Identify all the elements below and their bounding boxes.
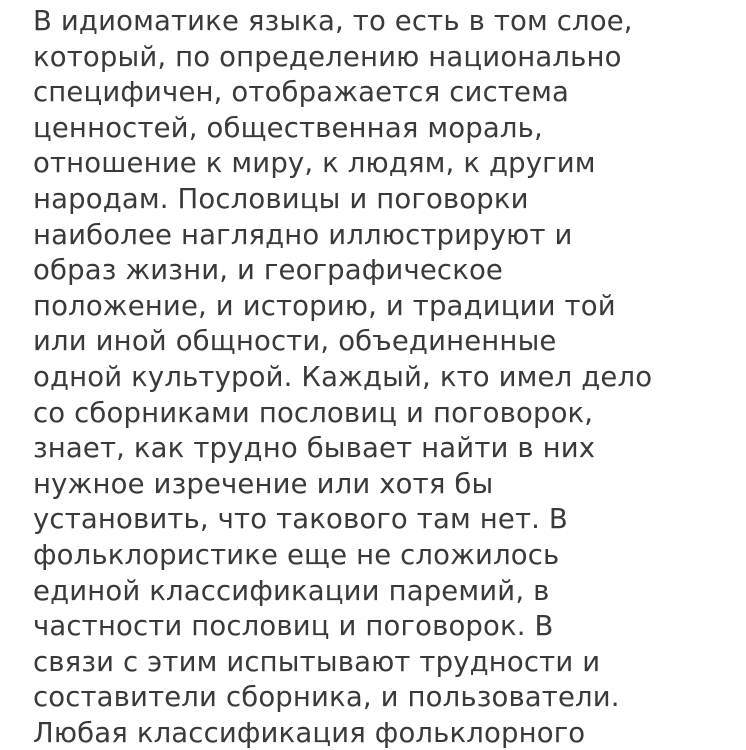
text-line: или иной общности, объединенные — [33, 325, 557, 358]
text-line: единой классификации паремий, в — [33, 574, 550, 607]
text-line: отношение к миру, к людям, к другим — [33, 147, 596, 180]
article-text — [33, 4, 733, 750]
text-line: Любая классификация фольклорного — [33, 716, 586, 749]
text-line: В идиоматике языка, то есть в том слое, — [33, 5, 633, 37]
text-line: который, по определению национально — [33, 40, 622, 73]
text-line: специфичен, отображается система — [33, 76, 569, 109]
text-line: частности пословиц и поговорок. В — [33, 610, 554, 643]
text-line: связи с этим испытывают трудности и — [33, 645, 601, 678]
text-line: со сборниками пословиц и поговорок, — [33, 396, 594, 429]
text-line: установить, что такового там нет. В — [33, 503, 568, 536]
text-line: одной культурой. Каждый, кто имел дело — [33, 360, 653, 393]
text-line: фольклористике еще не сложилось — [33, 538, 560, 571]
text-line: образ жизни, и географическое — [33, 254, 503, 287]
text-line: народам. Пословицы и поговорки — [33, 182, 529, 215]
text-line: положение, и историю, и традиции той — [33, 289, 616, 322]
text-line: составители сборника, и пользователи. — [33, 681, 620, 714]
text-line: нужное изречение или хотя бы — [33, 467, 494, 500]
text-line: наиболее наглядно иллюстрируют и — [33, 218, 573, 251]
text-line: знает, как трудно бывает найти в них — [33, 432, 596, 465]
text-line: ценностей, общественная мораль, — [33, 111, 543, 144]
